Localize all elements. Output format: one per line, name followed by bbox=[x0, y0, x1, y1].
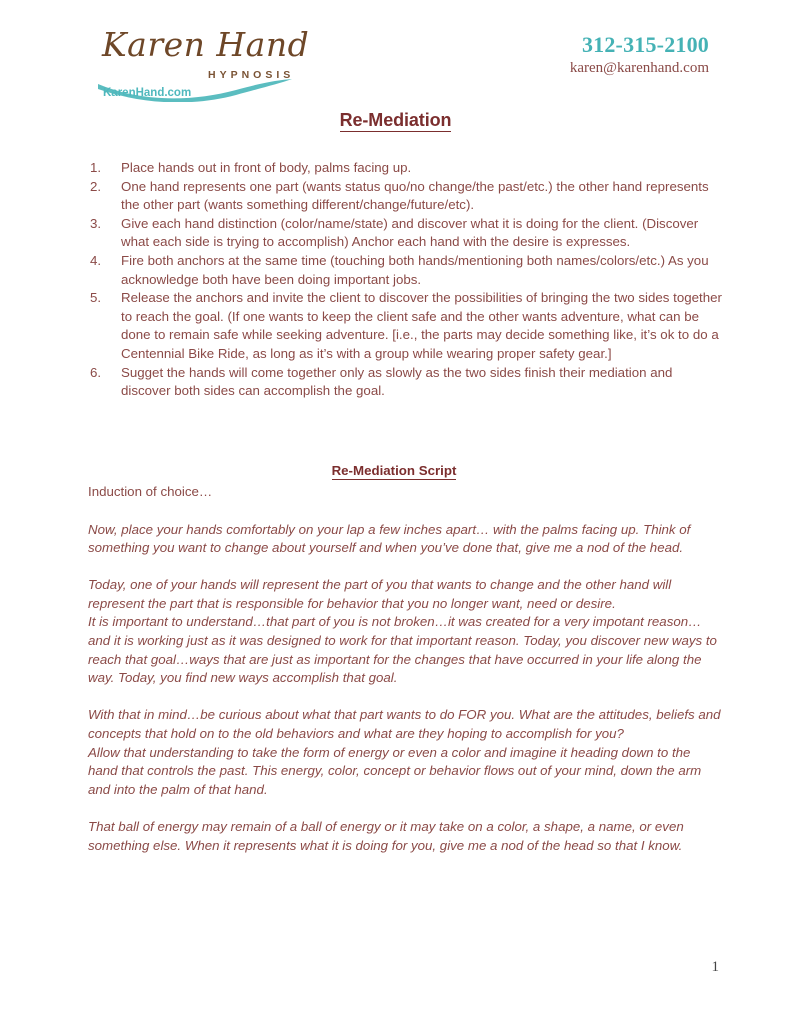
list-item bbox=[88, 178, 722, 215]
paragraph-gap bbox=[88, 799, 722, 818]
section-spacer bbox=[88, 401, 722, 462]
script-paragraph: With that in mind…be curious about what that part wants to do FOR you. What are the attitudes, beliefs and concepts that hold on to the old behaviors and what are they hoping to accomplish for you? bbox=[88, 707, 721, 742]
script-paragraph: Allow that understanding to take the form of energy or even a color and imagine it heading down to the hand that controls the past. This energy, color, concept or behavior flows out of your mind, down the arm and into the palm of that hand. bbox=[88, 744, 702, 797]
list-item-text: Sugget the hands will come together only as slowly as the two sides finish their mediation and discover both sides can accomplish the goal. bbox=[121, 364, 673, 399]
paragraph-gap bbox=[88, 688, 722, 707]
list-item-text: Place hands out in front of body, palms facing up. bbox=[121, 160, 412, 175]
steps-list bbox=[88, 159, 722, 401]
list-item-text: One hand represents one part (wants status quo/no change/the past/etc.) the other hand represents the other part (wants something different/change/future/etc). bbox=[121, 178, 709, 213]
script-section-heading-text: Re-Mediation Script bbox=[331, 462, 457, 478]
page-title bbox=[0, 110, 791, 131]
list-item-number: 5. bbox=[90, 290, 102, 306]
logo-tagline: HYPNOSIS bbox=[208, 69, 295, 81]
script-paragraph: That ball of energy may remain of a ball of energy or it may take on a color, a shape, a name, or even something else. When it represents what it is doing for you, give me a nod of the head so that I know. bbox=[88, 819, 684, 853]
list-item-text: Fire both anchors at the same time (touching both hands/mentioning both names/colors/etc.) As you acknowledge both have been doing important jobs. bbox=[121, 252, 709, 287]
logo-domain-text: KarenHand.com bbox=[103, 87, 192, 99]
script-paragraph: Today, one of your hands will represent the part of you that wants to change and the other hand will represent the part that is responsible for behavior that you no longer want, need or desire. bbox=[88, 577, 672, 611]
paragraph-gap bbox=[88, 558, 722, 577]
list-item-number: 2. bbox=[90, 178, 102, 194]
email-address: karen@karenhand.com bbox=[569, 60, 709, 77]
list-item bbox=[88, 252, 722, 289]
logo-script-name: Karen Hand bbox=[102, 25, 310, 64]
list-item-number: 1. bbox=[90, 160, 102, 175]
list-item-text: Give each hand distinction (color/name/state) and discover what it is doing for the client. (Discover what each side is trying to accomplish) Anchor each hand with the desire is expresses. bbox=[121, 215, 699, 250]
list-item-number: 6. bbox=[90, 364, 102, 380]
contact-info bbox=[570, 32, 709, 77]
phone-number: 312-315-2100 bbox=[581, 32, 709, 57]
list-item bbox=[88, 159, 722, 178]
list-item-text: Release the anchors and invite the client to discover the possibilities of bringing the two sides together to reach the goal. (If one wants to keep the client safe and the other wants adventure, what can be done to remain safe while seeking adventure. [i.e., the parts may decide something like, it’s ok to do a Centennial Bike Ride, as long as it’s with a group while wearing proper safety gear.] bbox=[121, 290, 722, 361]
script-section-heading bbox=[88, 462, 722, 481]
paragraph-gap bbox=[88, 502, 722, 521]
list-item bbox=[88, 215, 722, 252]
document-body bbox=[88, 159, 722, 855]
script-paragraph: It is important to understand…that part of you is not broken…it was created for a very impotant reason…and it is working just as it was designed to work for that important reason. Today, you discover new ways to reach that goal…ways that are just as important for the changes that have occurred in your life along the way. Today, you find new ways accomplish that goal. bbox=[88, 614, 717, 686]
karen-hand-logo bbox=[96, 25, 310, 112]
page-header bbox=[0, 26, 791, 112]
list-item bbox=[88, 289, 722, 363]
script-paragraph: Now, place your hands comfortably on your lap a few inches apart… with the palms facing up. Think of something you want to change about yourself and when you’ve done that, give me a nod of the head. bbox=[88, 521, 691, 556]
page-title-text: Re-Mediation bbox=[339, 110, 452, 130]
page-number: 1 bbox=[711, 959, 719, 975]
list-item-number: 4. bbox=[90, 252, 102, 268]
induction-line: Induction of choice… bbox=[88, 484, 213, 500]
list-item bbox=[88, 364, 722, 401]
list-item-number: 3. bbox=[90, 215, 102, 231]
